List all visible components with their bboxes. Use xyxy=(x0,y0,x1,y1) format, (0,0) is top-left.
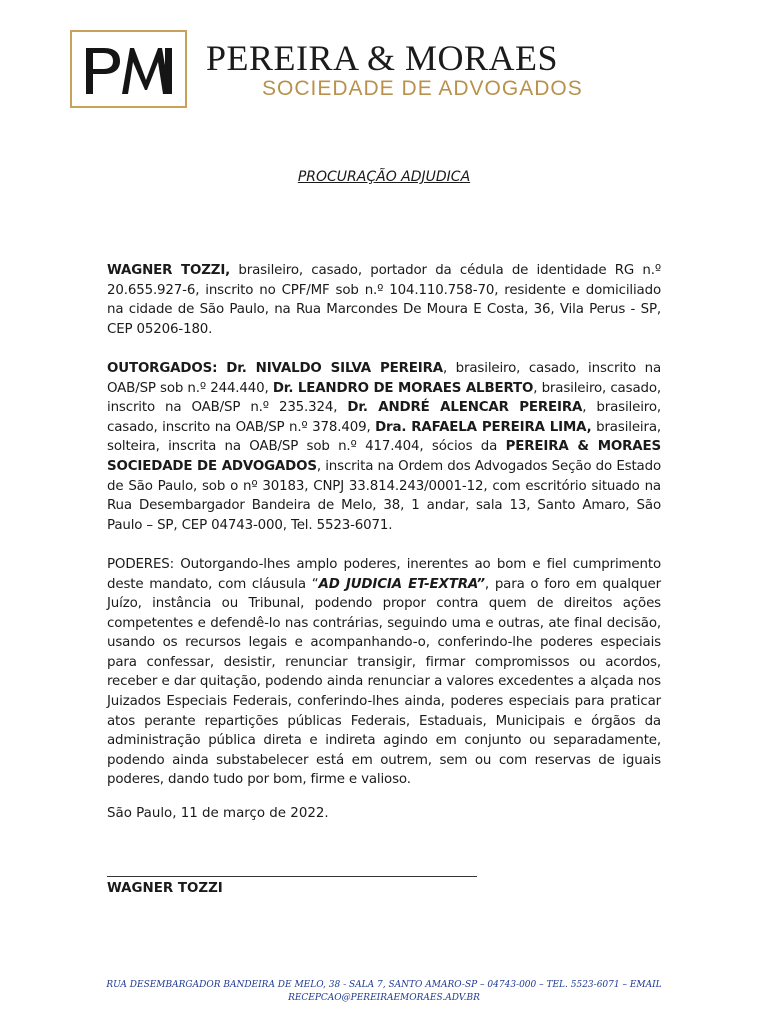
outorgante-paragraph xyxy=(107,261,661,339)
footer-email: RECEPCAO@PEREIRAEMORAES.ADV.BR xyxy=(288,993,480,1003)
outorgados-text-2: , brasileiro, casado, inscrito na OAB/SP n.º 235.324, xyxy=(107,380,661,416)
lawyer-name-2: Dr. LEANDRO DE MORAES ALBERTO xyxy=(272,380,534,396)
document-body xyxy=(107,261,661,810)
poderes-text-1: PODERES: Outorgando-lhes amplo poderes, inerentes ao bom e fiel cumprimento deste mandato, com cláusula “ xyxy=(107,556,661,592)
poderes-paragraph xyxy=(107,555,661,790)
date-line: São Paulo, 11 de março de 2022. xyxy=(107,806,329,821)
outorgados-paragraph xyxy=(107,359,661,535)
document-title: PROCURAÇÃO ADJUDICA xyxy=(297,169,471,185)
signature-line xyxy=(107,876,477,877)
firm-logo xyxy=(70,30,187,108)
footer-line-1: RUA DESEMBARGADOR BANDEIRA DE MELO, 38 - SALA 7, SANTO AMARO-SP – 04743-000 – TEL. 5523-6071 – EMAIL xyxy=(106,980,662,990)
lawyer-name-1: Dr. NIVALDO SILVA PEREIRA xyxy=(217,360,443,376)
outorgante-text: brasileiro, casado, portador da cédula de identidade RG n.º 20.655.927-6, inscrito no CPF/MF sob n.º 104.110.758-70, residente e domiciliado na cidade de São Paulo, na Rua Marcondes De Moura E Costa, 36, Vila Perus - SP, CEP 05206-180. xyxy=(107,263,661,337)
firm-name-inline: PEREIRA & MORAES SOCIEDADE DE ADVOGADOS xyxy=(107,439,661,474)
outorgados-text-5: , inscrita na Ordem dos Advogados Seção do Estado de São Paulo, sob o nº 30183, CNPJ 33.814.243/0001-12, com escritório situado na Rua Desembargador Bandeira de Melo, 38, 1 andar, sala 13, Santo Amaro, São Paulo – SP, CEP 04743-000, Tel. 5523-6071. xyxy=(107,458,662,533)
outorgados-text-4: brasileira, solteira, inscrita na OAB/SP sob n.º 417.404, sócios da xyxy=(107,419,662,455)
signature-name: WAGNER TOZZI xyxy=(107,881,223,896)
outorgante-name: WAGNER TOZZI, xyxy=(107,263,231,278)
lawyer-name-4: Dra. RAFAELA PEREIRA LIMA, xyxy=(375,419,592,435)
letterhead xyxy=(70,30,656,110)
monogram-icon xyxy=(72,32,189,110)
poderes-text-2: , para o foro em qualquer Juízo, instância ou Tribunal, podendo propor contra quem de direitos ações competentes e defendê-lo nas contrárias, seguindo uma e outras, ate final decisão, usando os recursos legais e acompanhando-o, conferindo-lhe poderes especiais para confessar, desistir, renunciar transigir, firmar compromissos ou acordos, receber e dar quitação, podendo ainda renunciar a valores excedentes a alçada nos Juizados Especiais Federais, conferindo-lhes ainda, poderes especiais para praticar atos perante repartições públicas Federais, Estaduais, Municipais e órgãos da administração pública direta e indireta agindo em conjunto ou separadamente, podendo ainda substabelecer está em outrem, sem ou com reservas de iguais poderes, dando tudo por bom, firme e valioso. xyxy=(107,576,662,788)
outorgados-text-3: , brasileiro, casado, inscrito na OAB/SP n.º 378.409, xyxy=(107,400,661,435)
outorgados-label: OUTORGADOS: xyxy=(107,360,218,376)
outorgados-text-1: , brasileiro, casado, inscrito na OAB/SP sob n.º 244.440, xyxy=(107,360,661,396)
footer-address xyxy=(100,979,668,1005)
lawyer-name-3: Dr. ANDRÉ ALENCAR PEREIRA xyxy=(347,400,583,416)
firm-subtitle: SOCIEDADE DE ADVOGADOS xyxy=(262,77,583,100)
ad-judicia-clause: AD JUDICIA ET-EXTRA” xyxy=(318,576,485,592)
firm-name: PEREIRA & MORAES xyxy=(206,38,559,78)
